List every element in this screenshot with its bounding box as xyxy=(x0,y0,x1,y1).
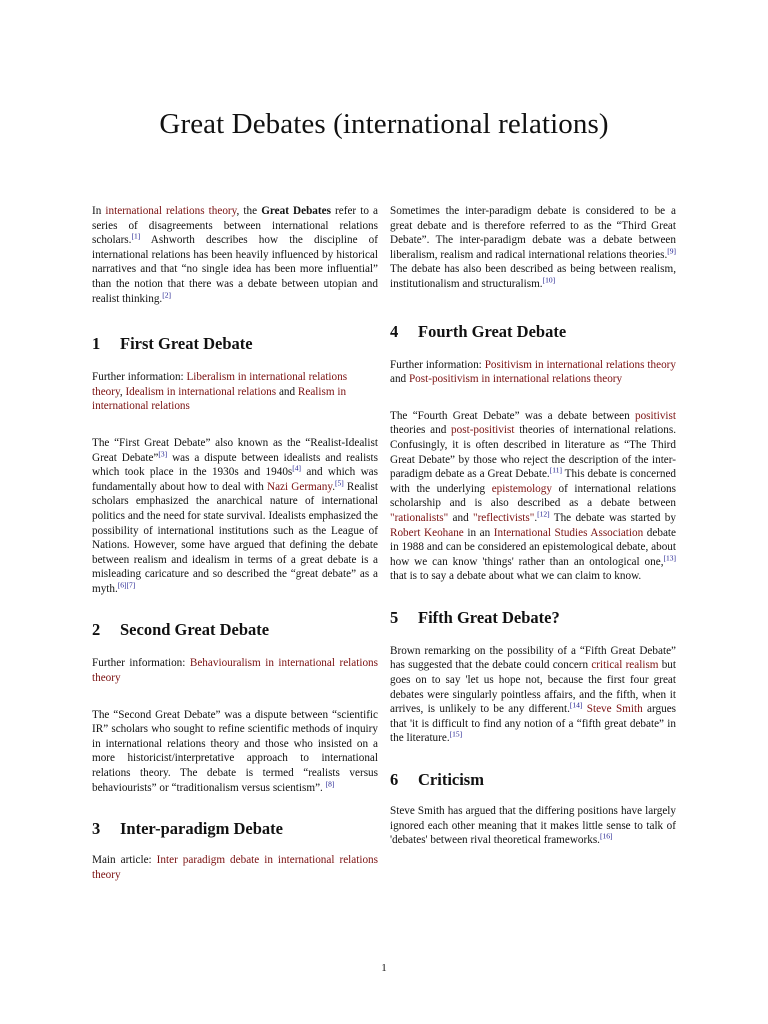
citation-10[interactable]: [10] xyxy=(542,275,556,285)
right-column xyxy=(390,204,676,848)
link-nazi-germany[interactable]: Nazi Germany xyxy=(267,480,333,493)
citation-4[interactable]: [4] xyxy=(292,463,302,473)
citation-6-7[interactable]: [6][7] xyxy=(117,580,136,590)
paragraph-criticism: Steve Smith has argued that the differing positions have largely ignored each other meaning that it makes little sense to talk of 'debates' between rival theoretical frameworks.[16] xyxy=(390,805,676,847)
link-international-studies-association[interactable]: International Studies Association xyxy=(493,526,644,539)
paragraph-first-debate: The “First Great Debate” also known as the “Realist-Idealist Great Debate”[3] was a dispute between idealists and realists which took place in the 1930s and 1940s[4] and which was fundamentally about how to deal with Nazi Germany.[5] Realist scholars emphasized the anarchical nature of international politics and the need for state survival. Idealists emphasized the possibility of international institutions such as the League of Nations. However, some have argued that defining the debate between realism and idealism in terms of a great debate is a misleading caricature and so described the “great debate” as a myth.[6][7] xyxy=(92,436,378,595)
link-positivist[interactable]: positivist xyxy=(634,409,676,422)
citation-15[interactable]: [15] xyxy=(449,729,463,739)
main-article-3: Main article: Inter paradigm debate in international relations theory xyxy=(92,854,378,881)
further-information-4: Further information: Positivism in international relations theory and Post-positivism in international relations theory xyxy=(390,358,676,386)
citation-12[interactable]: [12] xyxy=(537,509,550,519)
section-second-great-debate xyxy=(92,620,378,795)
section-first-great-debate xyxy=(92,334,378,596)
link-realism[interactable]: Realism in international relations xyxy=(92,385,347,413)
link-idealism[interactable]: Idealism in international relations xyxy=(125,385,277,398)
link-inter-paradigm-debate[interactable]: Inter paradigm debate in international relations theory xyxy=(92,854,378,881)
link-positivism[interactable]: Positivism in international relations theory xyxy=(484,358,676,371)
page-title: Great Debates (international relations) xyxy=(159,108,609,140)
section-fifth-great-debate xyxy=(390,608,676,746)
term-great-debates: Great Debates xyxy=(261,205,331,217)
paragraph-fourth-debate: The “Fourth Great Debate” was a debate between positivist theories and post-positivist theories of international relations. Confusingly, it is often described in literature as “The Third Great Debate” by those who reject the description of the inter-paradigm debate as a Great Debate.[11] This debate is concerned with the underlying epistemology of international relations scholarship and is also described as a debate between "rationalists" and "reflectivists".[12] The debate was started by Robert Keohane in an International Studies Association debate in 1988 and can be considered an epistemological debate, about how we can know 'things' rather than an ontological one,[13] that is to say a debate about what we can claim to know. xyxy=(390,409,677,583)
paragraph-inter-paradigm-continued: Sometimes the inter-paradigm debate is considered to be a great debate and is therefore referred to as the “Third Great Debate”. The inter-paradigm debate was a debate between liberalism, realism and radical international relations theories.[9] The debate has also been described as being between realism, institutionalism and structuralism.[10] xyxy=(390,205,676,290)
citation-14[interactable]: [14] xyxy=(569,700,583,710)
section-heading-1: 1 First Great Debate xyxy=(92,334,253,354)
left-column xyxy=(92,204,378,882)
paragraph-second-debate: The “Second Great Debate” was a dispute between “scientific IR” scholars who sought to refine scientific methods of inquiry in international relations theory and those who insisted on a more historicist/interpretative approach to international relations theory. The debate is termed “realists versus behaviourists” or “traditionalism versus scientism”. [8] xyxy=(92,708,378,794)
link-steve-smith[interactable]: Steve Smith xyxy=(586,703,643,716)
section-fourth-great-debate xyxy=(390,322,676,584)
intro-paragraph: In international relations theory, the Great Debates refer to a series of disagreements between international relations scholars.[1] Ashworth describes how the discipline of international relations has been heavily influenced by historical narratives and that “no single idea has been more influential” than the notion that there was a debate between utopian and realist thinking.[2] xyxy=(92,205,378,305)
citation-5[interactable]: [5] xyxy=(335,477,344,487)
citation-11[interactable]: [11] xyxy=(549,465,562,475)
further-information-1: Further information: Liberalism in international relations theory, Idealism in international relations and Realism in international relations xyxy=(92,371,348,413)
further-information-2: Further information: Behaviouralism in international relations theory xyxy=(92,657,378,685)
section-heading-2: 2 Second Great Debate xyxy=(92,620,270,640)
section-heading-5: 5 Fifth Great Debate? xyxy=(390,607,560,627)
link-liberalism[interactable]: Liberalism in international relations theory xyxy=(92,371,348,398)
page-number: 1 xyxy=(381,962,387,974)
link-behaviouralism[interactable]: Behaviouralism in international relations theory xyxy=(92,657,378,685)
citation-2[interactable]: [2] xyxy=(162,289,171,299)
paragraph-fifth-debate: Brown remarking on the possibility of a “Fifth Great Debate” has suggested that the debate could concern critical realism but goes on to say 'let us hope not, because the first four great debates were singularly pointless affairs, and the fifth, when it arrives, is unlikely to be any different.[14] Steve Smith argues that 'it is difficult to find any notion of a “fifth great debate” in the literature.[15] xyxy=(390,644,677,745)
section-heading-6: 6 Criticism xyxy=(390,770,484,790)
link-robert-keohane[interactable]: Robert Keohane xyxy=(390,526,464,539)
link-epistemology[interactable]: epistemology xyxy=(491,482,552,495)
link-international-relations-theory[interactable]: international relations theory xyxy=(105,205,237,217)
link-critical-realism[interactable]: critical realism xyxy=(591,659,659,672)
link-reflectivists[interactable]: "reflectivists" xyxy=(473,511,535,524)
citation-1[interactable]: [1] xyxy=(131,231,141,241)
section-heading-3: 3 Inter-paradigm Debate xyxy=(92,819,283,839)
section-heading-4: 4 Fourth Great Debate xyxy=(390,321,567,341)
link-post-positivist[interactable]: post-positivist xyxy=(451,424,515,437)
citation-8[interactable]: [8] xyxy=(325,778,335,788)
link-rationalists[interactable]: "rationalists" xyxy=(390,511,449,524)
citation-9[interactable]: [9] xyxy=(667,246,676,256)
citation-3[interactable]: [3] xyxy=(158,448,168,458)
section-criticism xyxy=(390,770,676,848)
citation-13[interactable]: [13] xyxy=(663,552,676,562)
citation-16[interactable]: [16] xyxy=(599,831,613,841)
link-post-positivism[interactable]: Post-positivism in international relations theory xyxy=(408,373,623,386)
section-inter-paradigm-debate xyxy=(92,819,378,882)
